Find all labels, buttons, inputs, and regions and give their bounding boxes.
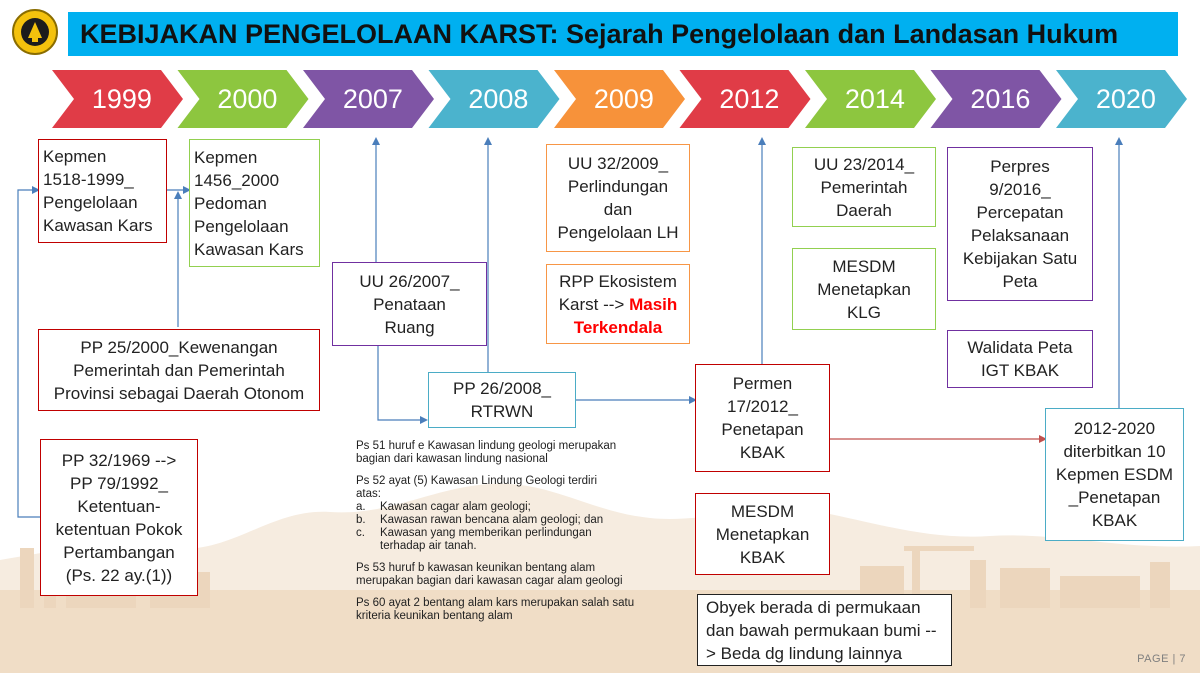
box-mesdm-menetapkan-klg: MESDM Menetapkan KLG bbox=[792, 248, 936, 330]
timeline-year-label: 1999 bbox=[91, 83, 152, 114]
box-pp-25-2000: PP 25/2000_Kewenangan Pemerintah dan Pemerintah Provinsi sebagai Daerah Otonom bbox=[38, 329, 320, 411]
rpp-line-2: Karst --> bbox=[558, 294, 625, 314]
note-ps53: Ps 53 huruf b kawasan keunikan bentang alam merupakan bagian dari kawasan cagar alam geologi bbox=[356, 562, 623, 587]
esdm-logo-icon bbox=[10, 8, 60, 56]
box-uu-32-2009: UU 32/2009_ Perlindungan dan Pengelolaan LH bbox=[546, 144, 690, 252]
note-ps52-list bbox=[356, 501, 691, 553]
timeline-year-label: 2009 bbox=[593, 83, 654, 114]
timeline-year-label: 2000 bbox=[217, 83, 278, 114]
list-item: b. Kawasan rawan bencana alam geologi; dan bbox=[356, 514, 604, 526]
box-kepmen-1456-2000: Kepmen 1456_2000 Pedoman Pengelolaan Kawasan Kars bbox=[189, 139, 320, 267]
timeline-year-label: 2014 bbox=[844, 83, 905, 114]
title-bar bbox=[68, 12, 1178, 56]
timeline-year-label: 2020 bbox=[1095, 83, 1156, 114]
box-uu-26-2007: UU 26/2007_ Penataan Ruang bbox=[332, 262, 487, 346]
box-perpres-9-2016: Perpres 9/2016_ Percepatan Pelaksanaan Kebijakan Satu Peta bbox=[947, 147, 1093, 301]
page-title: KEBIJAKAN PENGELOLAAN KARST: Sejarah Pengelolaan dan Landasan Hukum bbox=[80, 18, 1119, 49]
timeline-year-label: 2008 bbox=[468, 83, 529, 114]
box-kepmen-1518-1999: Kepmen 1518-1999_ Pengelolaan Kawasan Kars bbox=[38, 139, 167, 243]
list-item: c. Kawasan yang memberikan perlindungan terhadap air tanah. bbox=[356, 527, 592, 552]
box-kepmen-2012-2020: 2012-2020 diterbitkan 10 Kepmen ESDM _Penetapan KBAK bbox=[1045, 408, 1184, 541]
note-ps52-intro: Ps 52 ayat (5) Kawasan Lindung Geologi terdiri atas: bbox=[356, 475, 598, 500]
box-obyek-permukaan: Obyek berada di permukaan dan bawah permukaan bumi -- > Beda dg lindung lainnya bbox=[697, 594, 952, 666]
page-number: PAGE | 7 bbox=[1137, 653, 1186, 665]
box-pp-26-2008: PP 26/2008_ RTRWN bbox=[428, 372, 576, 428]
timeline-year-label: 2007 bbox=[342, 83, 403, 114]
legal-notes bbox=[356, 440, 691, 632]
rpp-line-1: RPP Ekosistem bbox=[559, 271, 677, 291]
box-pp-32-1969: PP 32/1969 --> PP 79/1992_ Ketentuan- ketentuan Pokok Pertambangan (Ps. 22 ay.(1)) bbox=[40, 439, 198, 596]
note-ps51: Ps 51 huruf e Kawasan lindung geologi merupakan bagian dari kawasan lindung nasional bbox=[356, 440, 617, 465]
list-item: a. Kawasan cagar alam geologi; bbox=[356, 501, 531, 513]
timeline-year-label: 2016 bbox=[970, 83, 1031, 114]
note-ps60: Ps 60 ayat 2 bentang alam kars merupakan salah satu kriteria keunikan bentang alam bbox=[356, 597, 635, 622]
timeline-year-label: 2012 bbox=[719, 83, 780, 114]
box-uu-23-2014: UU 23/2014_ Pemerintah Daerah bbox=[792, 147, 936, 227]
box-rpp-ekosistem-karst bbox=[546, 264, 690, 344]
box-permen-17-2012: Permen 17/2012_ Penetapan KBAK bbox=[695, 364, 830, 472]
box-walidata-peta: Walidata Peta IGT KBAK bbox=[947, 330, 1093, 388]
box-mesdm-menetapkan-kbak: MESDM Menetapkan KBAK bbox=[695, 493, 830, 575]
rpp-status-highlight-1: Masih bbox=[629, 294, 678, 314]
rpp-status-highlight-2: Terkendala bbox=[573, 317, 663, 337]
